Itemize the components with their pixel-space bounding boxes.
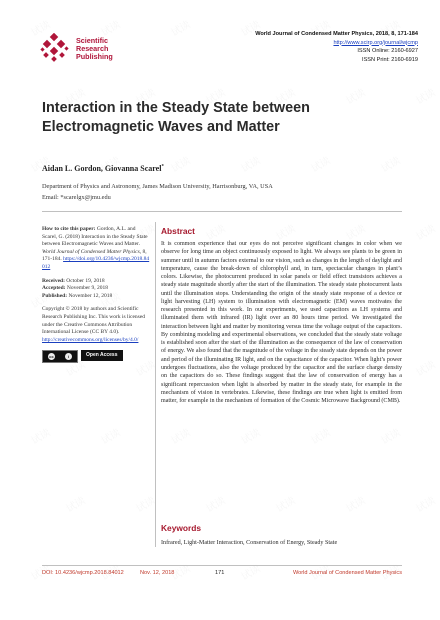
- column-divider: [155, 222, 156, 547]
- issn-online: ISSN Online: 2160-6927: [357, 48, 418, 55]
- watermark-text: [63, 492, 88, 515]
- license-badges: [42, 350, 150, 363]
- dates-block: [42, 278, 150, 301]
- page-number: 171: [215, 570, 225, 576]
- journal-url-link[interactable]: http://www.scirp.org/journal/wjcmp: [333, 39, 418, 46]
- article-sidebar: [42, 226, 150, 363]
- watermark-text: [378, 152, 403, 175]
- email: Email: *scarelgx@jmu.edu: [42, 194, 111, 201]
- license-link[interactable]: http://creativecommons.org/licenses/by/4.0/: [42, 336, 139, 343]
- cite-text: Gordon, A.L. and Scarel, G. (2018) Interaction in the Steady State between Electromagnetic Waves and Matter.: [42, 226, 148, 248]
- keywords-heading: Keywords: [161, 523, 202, 533]
- accepted-label: Accepted:: [42, 285, 66, 292]
- watermark-text: [168, 424, 193, 447]
- publisher-line-2: Research: [76, 44, 109, 54]
- watermark-text: [308, 152, 333, 175]
- watermark-text: [308, 424, 333, 447]
- footer-doi: DOI: 10.4236/wjcmp.2018.84012: [42, 570, 124, 576]
- watermark-text: [413, 492, 438, 515]
- publisher-name: [76, 37, 113, 62]
- watermark-text: [133, 492, 158, 515]
- cite-pages: 8, 171-184.: [42, 248, 147, 263]
- copyright-block: [42, 306, 150, 344]
- cite-label: How to cite this paper:: [42, 226, 96, 232]
- watermark-text: [413, 220, 438, 243]
- footer-date: Nov. 12, 2018: [140, 570, 175, 576]
- cite-doi-link[interactable]: https://doi.org/10.4236/wjcmp.2018.84012: [42, 256, 150, 270]
- published-date: November 12, 2018: [68, 292, 113, 299]
- footer-journal: World Journal of Condensed Matter Physics: [292, 570, 402, 576]
- citation-block: [42, 226, 150, 272]
- corresponding-mark: *: [161, 164, 164, 170]
- affiliation-block: [42, 181, 273, 203]
- keywords-text: Infrared, Light-Matter Interaction, Conservation of Energy, Steady State: [161, 540, 338, 546]
- watermark-text: [238, 424, 263, 447]
- watermark-text: [98, 424, 123, 447]
- cc-icon: cc: [49, 354, 54, 360]
- watermark-text: [273, 492, 298, 515]
- article-title: Interaction in the Steady State between Electromagnetic Waves and Matter: [42, 100, 310, 135]
- abstract-text: It is common experience that our eyes do not perceive significant changes in color when we observe for long time an object continuously exposed to light. We always see plants to be green in summer until in autumn factors external to our vision, such as changes in the length of daylight and temperature, cause the break-down of chlorophyll and, in turn, spectacular changes in plant’s colors. Likewise, the photocurrent produced in solar panels or field effect transistors achieves a steady state magnitude shortly after the start of the illumination. The steady state photocurrent lasts until the illumination stops. Understanding the origin of the steady state response of a device or light harvesting (LH) system to illumination with electromagnetic (EM) waves motivates the research presented in this work. In our experiments, we used capacitors as LH systems and illuminated them with infrared (IR) light over an 80 hours time period. We investigated the interaction between light and matter by monitoring versus time the voltage output of the capacitors. By combining modeling and experimental observations, we concluded that the steady state voltage is established soon after the start of the illumination as the consequence of the law of conservation of energy. We also found that the magnitude of the voltage in the steady state depends on the power and period of the illuminating IR light, and on the capacitance of the capacitor. When light’s power undergoes fluctuations, also the voltage produced by the capacitor and the surface charge density on the capacitors do so. These findings suggest that the law of conservation of energy has a significant repercussion when light is absorbed by matter in the steady state, for example in the mechanism of vision in vertebrates. Likewise, these findings are true when light is emitted from matter, for example in the mechanism of formation of the Cosmic Microwave Background (CMB).: [161, 241, 402, 405]
- publisher-logo-icon: [40, 33, 70, 63]
- watermark-text: [203, 492, 228, 515]
- watermark-text: [413, 84, 438, 107]
- watermark-text: [413, 356, 438, 379]
- issn-print: ISSN Print: 2160-6919: [362, 56, 418, 63]
- watermark-text: [343, 492, 368, 515]
- watermark-text: [238, 152, 263, 175]
- author-list: [42, 164, 164, 173]
- watermark-text: [238, 560, 263, 583]
- publisher-line-3: Publishing: [76, 52, 113, 62]
- received-label: Received:: [42, 277, 65, 284]
- publisher-line-1: Scientific: [76, 36, 108, 45]
- published-label: Published:: [42, 292, 68, 299]
- watermark-text: [168, 16, 193, 39]
- copyright-text: Copyright © 2018 by authors and Scientific Research Publishing Inc. This work is licensed under the Creative Commons Attribution International License (CC BY 4.0).: [42, 306, 146, 336]
- authors-names: Aidan L. Gordon, Giovanna Scarel: [42, 164, 162, 173]
- journal-info: [255, 30, 418, 64]
- watermark-text: [378, 424, 403, 447]
- accepted-date: November 9, 2018: [66, 285, 108, 292]
- cc-by-badge[interactable]: [42, 350, 78, 363]
- attribution-icon: i: [65, 353, 72, 360]
- cite-journal: World Journal of Condensed Matter Physics,: [42, 248, 142, 255]
- footer-divider: [42, 565, 402, 566]
- received-date: October 19, 2018: [66, 277, 105, 284]
- open-access-badge: Open Access: [81, 350, 123, 361]
- watermark-text: [168, 152, 193, 175]
- journal-citation: World Journal of Condensed Matter Physics, 2018, 8, 171-184: [255, 31, 418, 37]
- watermark-text: [28, 424, 53, 447]
- affiliation: Department of Physics and Astronomy, James Madison University, Harrisonburg, VA, USA: [42, 183, 273, 190]
- abstract-heading: Abstract: [161, 226, 195, 236]
- header-divider: [42, 211, 402, 212]
